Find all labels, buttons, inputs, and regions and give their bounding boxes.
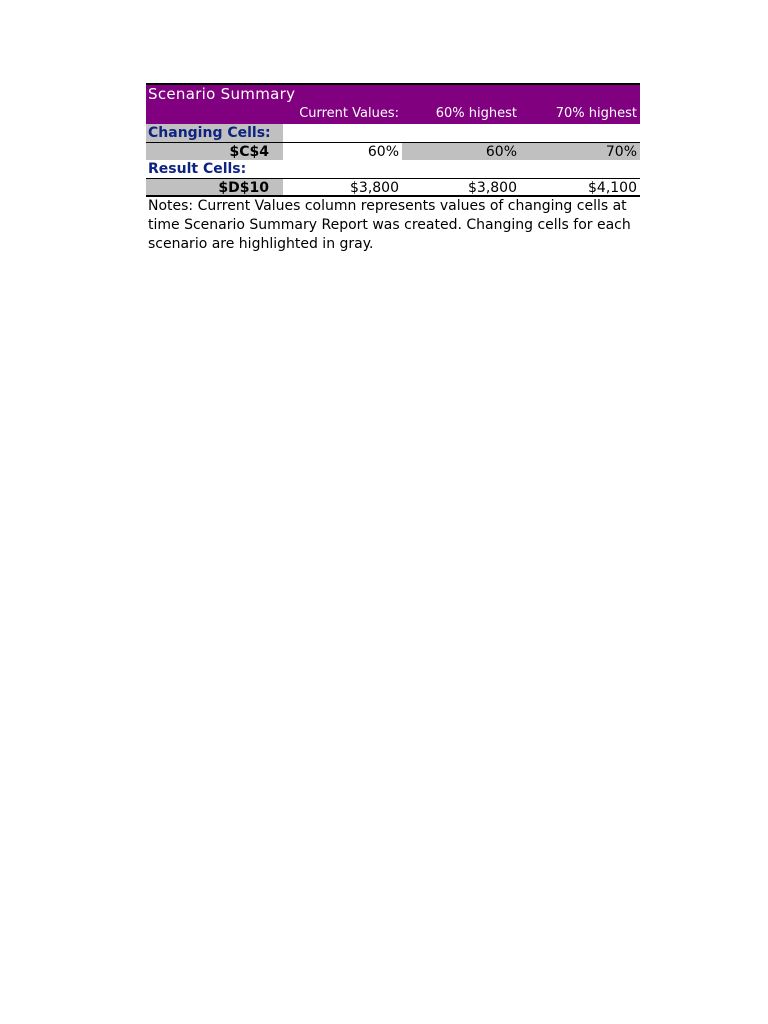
result-cells-label: Result Cells: bbox=[148, 161, 247, 177]
result-cell-ref: $D$10 bbox=[146, 178, 283, 197]
header-blank-cell bbox=[146, 103, 283, 124]
changing-cell-70-highest-value: 70% bbox=[520, 142, 640, 160]
section-blank-cell bbox=[402, 160, 520, 178]
column-header-current-values: Current Values: bbox=[283, 103, 402, 124]
column-header-70-highest: 70% highest bbox=[520, 103, 640, 124]
scenario-summary-report bbox=[146, 83, 640, 254]
section-blank-cell bbox=[283, 160, 402, 178]
column-header-60-highest: 60% highest bbox=[402, 103, 520, 124]
report-notes bbox=[146, 197, 642, 254]
result-cell-current-value: $3,800 bbox=[283, 178, 402, 197]
notes-line: scenario are highlighted in gray. bbox=[148, 236, 374, 252]
report-title: Scenario Summary bbox=[146, 83, 640, 103]
notes-line: time Scenario Summary Report was created. Changing cells for each bbox=[148, 217, 631, 233]
summary-table bbox=[146, 103, 640, 197]
changing-cells-label: Changing Cells: bbox=[146, 124, 283, 142]
result-cell-60-highest-value: $3,800 bbox=[402, 178, 520, 197]
notes-line: Notes: Current Values column represents values of changing cells at bbox=[148, 198, 627, 214]
changing-cell-60-highest-value: 60% bbox=[402, 142, 520, 160]
section-blank-cell bbox=[283, 124, 402, 142]
changing-cell-current-value: 60% bbox=[283, 142, 402, 160]
section-blank-cell bbox=[520, 124, 640, 142]
changing-cell-ref: $C$4 bbox=[146, 142, 283, 160]
result-cell-70-highest-value: $4,100 bbox=[520, 178, 640, 197]
section-blank-cell bbox=[402, 124, 520, 142]
section-blank-cell bbox=[520, 160, 640, 178]
